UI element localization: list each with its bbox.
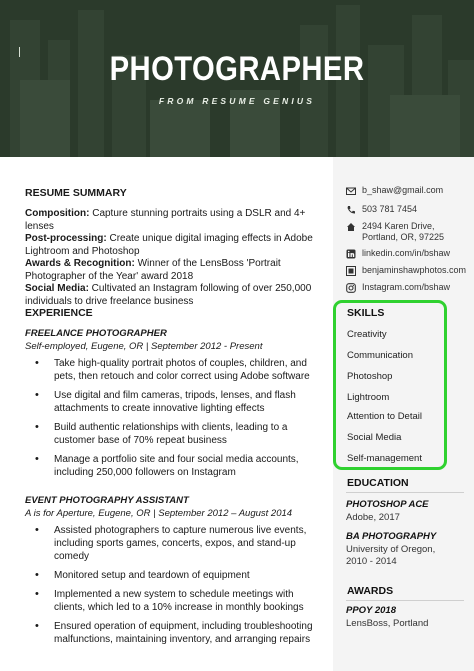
home-icon: [346, 222, 356, 232]
section-divider: [346, 600, 464, 601]
summary-item: Awards & Recognition: Winner of the LensBoss 'Portrait Photographer of the Year' award 2018: [25, 258, 281, 282]
contact-text: b_shaw@gmail.com: [362, 185, 444, 195]
award-title: PPOY 2018: [346, 605, 397, 616]
contact-text: Instagram.com/bshaw: [362, 282, 451, 292]
summary-list: [25, 208, 325, 308]
contact-linkedin[interactable]: [346, 248, 471, 259]
section-divider: [346, 492, 464, 493]
job-bullet: • Ensured operation of equipment, including troubleshooting malfunctions, maintaining inventory, and arranging repairs: [25, 620, 325, 646]
job-bullets: [25, 357, 325, 479]
skills-highlight-box: [333, 300, 447, 470]
skill-item: Self-management: [347, 453, 422, 464]
education-heading: EDUCATION: [347, 477, 409, 489]
skill-item: Lightroom: [347, 392, 390, 403]
skills-heading: SKILLS: [347, 307, 385, 319]
linkedin-icon: [346, 249, 356, 259]
skill-item: Attention to Detail: [347, 411, 422, 422]
website-icon: [346, 266, 356, 276]
job-entry: [25, 327, 325, 485]
contact-phone[interactable]: [346, 204, 471, 215]
job-meta: A is for Aperture, Eugene, OR | September 2012 – August 2014: [25, 508, 293, 519]
cursor-mark: [19, 47, 20, 57]
contact-address: [346, 221, 471, 243]
page-title: PHOTOGRAPHER: [109, 50, 365, 88]
education-title: BA PHOTOGRAPHY: [346, 531, 437, 542]
contact-text: benjaminshawphotos.com: [362, 265, 467, 275]
job-bullet: • Assisted photographers to capture numerous live events, including sports games, concerts, expos, and stand-up comedy: [25, 524, 325, 563]
education-detail: University of Oregon, 2010 - 2014: [346, 543, 436, 567]
education-item: [346, 531, 446, 569]
job-bullet: • Take high-quality portrait photos of couples, children, and pets, then retouch and color correct using Adobe software: [25, 357, 325, 383]
skill-item: Creativity: [347, 329, 387, 340]
contact-text: linkedin.com/in/bshaw: [362, 248, 451, 258]
job-meta: Self-employed, Eugene, OR | September 2012 - Present: [25, 341, 263, 352]
instagram-icon: [346, 283, 356, 293]
contact-email[interactable]: [346, 185, 471, 196]
job-bullet: • Implemented a new system to schedule meetings with clients, which led to a 10% increase in monthly bookings: [25, 588, 325, 614]
job-bullet: • Monitored setup and teardown of equipment: [25, 569, 325, 582]
summary-item: Composition: Capture stunning portraits using a DSLR and 4+ lenses: [25, 208, 306, 232]
job-entry: [25, 494, 325, 652]
education-title: PHOTOSHOP ACE: [346, 499, 429, 510]
contact-text: 503 781 7454: [362, 204, 418, 214]
job-bullet: • Build authentic relationships with clients, leading to a customer base of 70% repeat business: [25, 421, 325, 447]
job-bullets: [25, 524, 325, 646]
job-bullet: • Use digital and film cameras, tripods, lenses, and flash attachments to create innovative lighting effects: [25, 389, 325, 415]
job-title: EVENT PHOTOGRAPHY ASSISTANT: [25, 495, 189, 506]
award-detail: LensBoss, Portland: [346, 617, 429, 629]
skill-item: Communication: [347, 350, 413, 361]
skill-item: Photoshop: [347, 371, 393, 382]
summary-item: Post-processing: Create unique digital imaging effects in Adobe Lightroom and Photoshop: [25, 233, 313, 257]
job-title: FREELANCE PHOTOGRAPHER: [25, 328, 167, 339]
email-icon: [346, 186, 356, 196]
experience-heading: EXPERIENCE: [25, 307, 93, 319]
education-detail: Adobe, 2017: [346, 511, 400, 523]
summary-item: Social Media: Cultivated an Instagram following of over 250,000 individuals to drive freelance business: [25, 283, 312, 307]
award-item: [346, 605, 471, 630]
skill-item: Social Media: [347, 432, 402, 443]
contact-website[interactable]: [346, 265, 471, 276]
awards-heading: AWARDS: [347, 585, 394, 597]
contact-instagram[interactable]: [346, 282, 471, 293]
phone-icon: [346, 205, 356, 215]
education-item: [346, 499, 471, 524]
summary-heading: RESUME SUMMARY: [25, 187, 127, 199]
page-subtitle: FROM RESUME GENIUS: [158, 96, 316, 106]
header-banner: [0, 0, 474, 157]
contact-text: 2494 Karen Drive, Portland, OR, 97225: [362, 221, 445, 242]
job-bullet: • Manage a portfolio site and four social media accounts, including 250,000 followers on Instagram: [25, 453, 325, 479]
